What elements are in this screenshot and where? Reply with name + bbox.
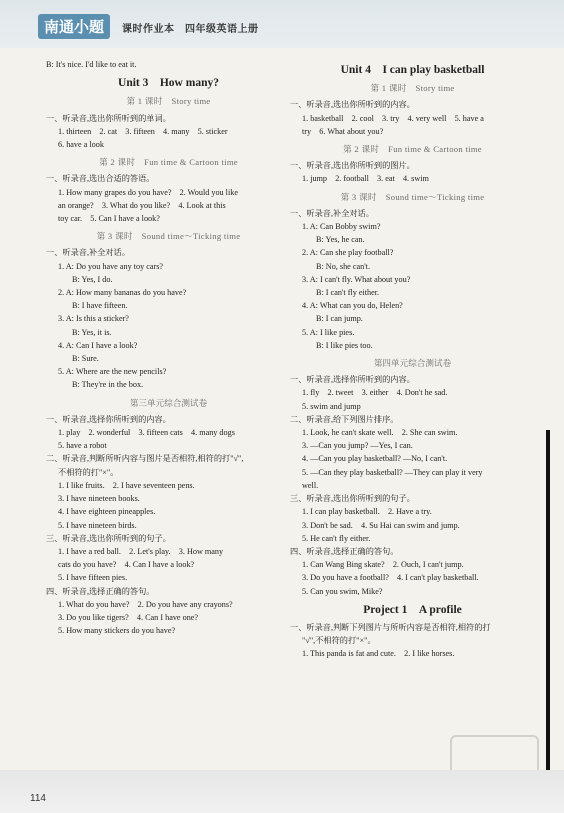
lesson-title: 第 1 课时 Story time [126, 96, 211, 107]
answer-line: 6. have a look [58, 140, 104, 150]
unit-title: Unit 4 I can play basketball [340, 64, 485, 76]
lesson-title: 第 1 课时 Story time [370, 83, 455, 94]
answer-line: 5. I have fifteen pies. [58, 573, 128, 583]
answer-line: toy car. 5. Can I have a look? [58, 214, 160, 224]
question-head: 三、听录音,选出你所听到的句子。 [290, 494, 415, 504]
answer-line: 1. I have a red ball. 2. Let's play. 3. How many [58, 546, 224, 556]
answer-line: 1. What do you have? 2. Do you have any crayons? [58, 599, 233, 609]
dialogue-line: 3. A: I can't fly. What about you? [302, 274, 411, 284]
answer-line: 1. fly 2. tweet 3. either 4. Don't he sad. [302, 388, 448, 398]
right-column [290, 58, 535, 661]
question-head: 一、听录音,选出合适的答语。 [46, 174, 155, 184]
dialogue-line: 4. A: Can I have a look? [58, 340, 138, 350]
dialogue-line: B: No, she can't. [316, 261, 371, 271]
answer-line: an orange? 3. What do you like? 4. Look at this [58, 200, 226, 210]
answer-line: 1. thirteen 2. cat 3. fifteen 4. many 5. sticker [58, 126, 228, 136]
question-head: 一、听录音,选择你所听到的内容。 [290, 375, 415, 385]
answer-line: 5. —Can they play basketball? —They can play it very [302, 467, 483, 477]
question-head: 一、听录音,选出你所听到的单词。 [46, 113, 171, 123]
dialogue-line: 3. A: Is this a sticker? [58, 314, 129, 324]
question-head: 一、听录音,补全对话。 [46, 248, 130, 258]
question-head: 四、听录音,选择正确的答句。 [290, 546, 399, 556]
dialogue-line: 1. A: Can Bobby swim? [302, 222, 381, 232]
answer-line: 3. Do you like tigers? 4. Can I have one? [58, 612, 199, 622]
footer-bar [0, 770, 564, 813]
answer-line: well. [302, 480, 319, 490]
dialogue-line: B: I can jump. [316, 314, 363, 324]
question-head: 一、听录音,补全对话。 [290, 208, 374, 218]
answer-line: 4. —Can you play basketball? —No, I can't. [302, 454, 448, 464]
answer-line: 1. I can play basketball. 2. Have a try. [302, 507, 432, 517]
question-head: 四、听录音,选择正确的答句。 [46, 586, 155, 596]
answer-line: 1. Look, he can't skate well. 2. She can swim. [302, 428, 458, 438]
answer-line: B: It's nice. I'd like to eat it. [46, 60, 137, 69]
answer-line: 5. He can't fly either. [302, 533, 371, 543]
answer-line: try 6. What about you? [302, 126, 384, 136]
answer-line: 5. swim and jump [302, 401, 361, 411]
question-head-cont: "√",不相符的打"×"。 [302, 636, 376, 646]
dialogue-line: 4. A: What can you do, Helen? [302, 301, 403, 311]
answer-line: 5. I have nineteen birds. [58, 520, 137, 530]
lesson-title: 第 3 课时 Sound time～Ticking time [96, 231, 241, 242]
question-head: 一、听录音,选出你所听到的内容。 [290, 100, 415, 110]
left-column [46, 58, 291, 637]
dialogue-line: B: Yes, he can. [316, 235, 365, 245]
dialogue-line: B: They're in the box. [72, 380, 144, 390]
dialogue-line: 2. A: Can she play football? [302, 248, 394, 258]
answer-line: 1. This panda is fat and cute. 2. I like horses. [302, 649, 455, 659]
question-head: 一、听录音,判断下列图片与所听内容是否相符,相符的打 [290, 622, 491, 632]
answer-line: 1. basketball 2. cool 3. try 4. very well 5. have a [302, 113, 484, 123]
dialogue-line: B: Yes, I do. [72, 274, 113, 284]
question-head: 二、听录音,给下列图片排序。 [290, 414, 399, 424]
answer-line: 4. I have eighteen pineapples. [58, 507, 156, 517]
test-title: 第三单元综合测试卷 [129, 397, 208, 408]
answer-line: 3. Do you have a football? 4. I can't play basketball. [302, 573, 479, 583]
book-title: 课时作业本 四年级英语上册 [122, 24, 259, 35]
dialogue-line: 2. A: How many bananas do you have? [58, 288, 187, 298]
answer-line: 3. Don't be sad. 4. Su Hai can swim and jump. [302, 520, 460, 530]
lesson-title: 第 2 课时 Fun time & Cartoon time [343, 144, 482, 155]
question-head: 二、听录音,判断所听内容与图片是否相符,相符的打"√", [46, 454, 244, 464]
lesson-title: 第 2 课时 Fun time & Cartoon time [99, 157, 238, 168]
answer-line: 3. —Can you jump? —Yes, I can. [302, 441, 413, 451]
dialogue-line: 5. A: Where are the new pencils? [58, 367, 167, 377]
answer-line: 5. Can you swim, Mike? [302, 586, 383, 596]
page-number: 114 [30, 793, 46, 804]
question-head: 一、听录音,选择你所听到的内容。 [46, 414, 171, 424]
test-title: 第四单元综合测试卷 [373, 358, 452, 369]
answer-line: 5. How many stickers do you have? [58, 626, 176, 636]
answer-line: 5. have a robot [58, 441, 107, 451]
question-head: 一、听录音,选出你所听到的图片。 [290, 161, 415, 171]
dialogue-line: B: Sure. [72, 354, 99, 364]
lesson-title: 第 3 课时 Sound time～Ticking time [340, 191, 485, 202]
dialogue-line: B: I like pies too. [316, 340, 373, 350]
dialogue-line: B: Yes, it is. [72, 327, 112, 337]
project-title: Project 1 A profile [363, 603, 462, 616]
answer-line: cats do you have? 4. Can I have a look? [58, 560, 195, 570]
binding-edge [546, 430, 550, 800]
header-bar [0, 0, 564, 48]
answer-line: 1. play 2. wonderful 3. fifteen cats 4. many dogs [58, 428, 235, 438]
dialogue-line: B: I can't fly either. [316, 288, 380, 298]
dialogue-line: 1. A: Do you have any toy cars? [58, 261, 164, 271]
dialogue-line: B: I have fifteen. [72, 301, 128, 311]
answer-line: 1. How many grapes do you have? 2. Would you like [58, 187, 238, 197]
question-head: 三、听录音,选出你所听到的句子。 [46, 533, 171, 543]
answer-line: 1. Can Wang Bing skate? 2. Ouch, I can't jump. [302, 560, 464, 570]
answer-line: 3. I have nineteen books. [58, 494, 140, 504]
question-head-cont: 不相符的打"×"。 [58, 467, 119, 477]
dialogue-line: 5. A: I like pies. [302, 327, 355, 337]
answer-line: 1. jump 2. football 3. eat 4. swim [302, 174, 429, 184]
answer-line: 1. I like fruits. 2. I have seventeen pens. [58, 480, 195, 490]
unit-title: Unit 3 How many? [118, 77, 219, 90]
brand-logo: 南通小题 [38, 14, 110, 39]
